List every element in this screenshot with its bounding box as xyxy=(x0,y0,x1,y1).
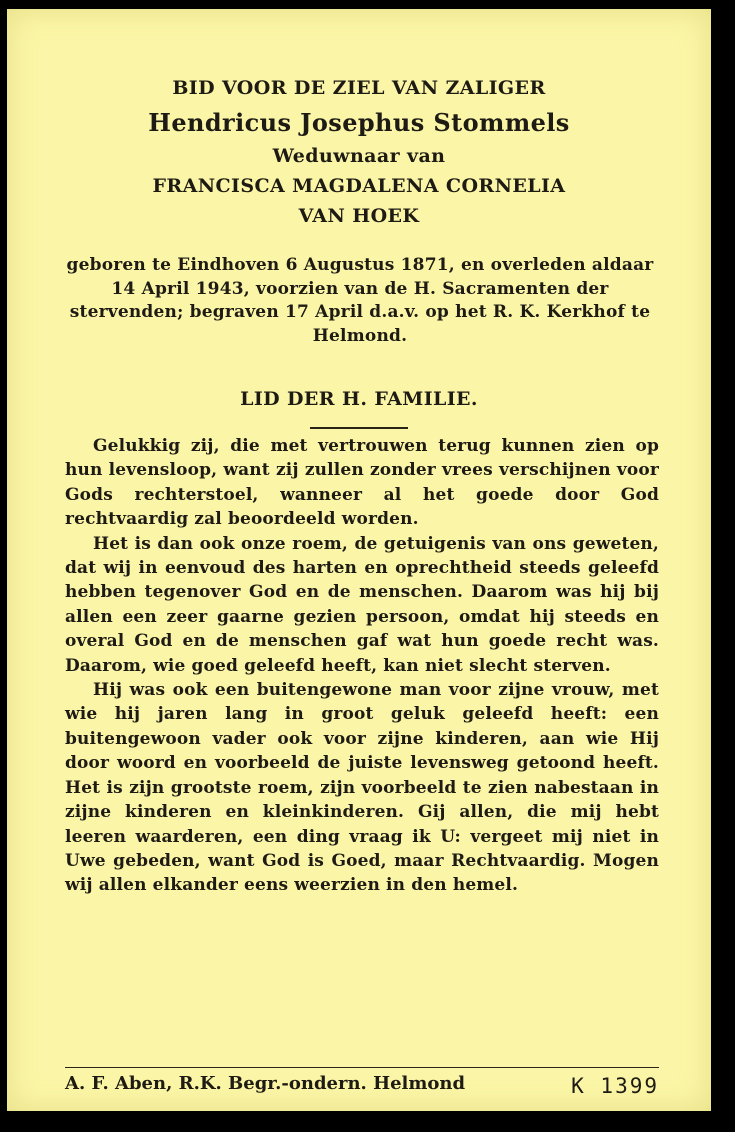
spouse-name-line-2: VAN HOEK xyxy=(298,205,420,227)
paragraph: Gelukkig zij, die met vertrouwen terug kunnen zien op hun levensloop, want zij zullen zonder vrees verschijnen voor Gods rechterstoel, wanneer al het goede door God rechtvaardig zal beoordeeld worden. xyxy=(65,436,659,530)
intro-line: BID VOOR DE ZIEL VAN ZALIGER xyxy=(172,77,546,99)
divider xyxy=(310,427,408,429)
paragraph: Het is dan ook onze roem, de getuigenis van ons geweten, dat wij in eenvoud des harten en oprechtheid steeds geleefd hebben tegenover God en de menschen. Daarom was hij bij allen een zeer gaarne gezien persoon, omdat hij steeds en overal God en de menschen gaf wat hun goede recht was. Daarom, wie goed geleefd heeft, kan niet slecht sterven. xyxy=(65,533,659,676)
spouse-name-line-1: FRANCISCA MAGDALENA CORNELIA xyxy=(152,175,566,197)
printer-credit: A. F. Aben, R.K. Begr.-ondern. Helmond xyxy=(65,1073,466,1094)
paragraph: Hij was ook een buitengewone man voor zijne vrouw, met wie hij jaren lang in groot geluk geleefd heeft: een buitengewoon vader ook voor zijne kinderen, aan wie Hij door woord en voorbeeld de juiste levensweg getoond heeft. Het is zijn grootste roem, zijn voorbeeld te zien nabestaan in zijne kinderen en kleinkinderen. Gij allen, die mij hebt leeren waarderen, een ding vraag ik U: vergeet mij niet in Uwe gebeden, want God is Goed, maar Rechtvaardig. Mogen wij allen elkander eens weerzien in den hemel. xyxy=(65,680,659,896)
relation-line: Weduwnaar van xyxy=(272,145,446,167)
deceased-name: Hendricus Josephus Stommels xyxy=(148,108,570,137)
card-header xyxy=(7,73,711,231)
card-code: K 1399 xyxy=(571,1074,659,1098)
memorial-text xyxy=(65,434,659,898)
footer-divider xyxy=(65,1067,659,1068)
memorial-card xyxy=(7,9,711,1111)
birth-death-details: geboren te Eindhoven 6 Augustus 1871, en overleden aldaar 14 April 1943, voorzien van de H. Sacramenten der stervenden; begraven 17 April d.a.v. op het R. K. Kerkhof te Helmond. xyxy=(66,255,654,346)
footer xyxy=(65,1071,659,1097)
membership-line: LID DER H. FAMILIE. xyxy=(240,388,478,410)
